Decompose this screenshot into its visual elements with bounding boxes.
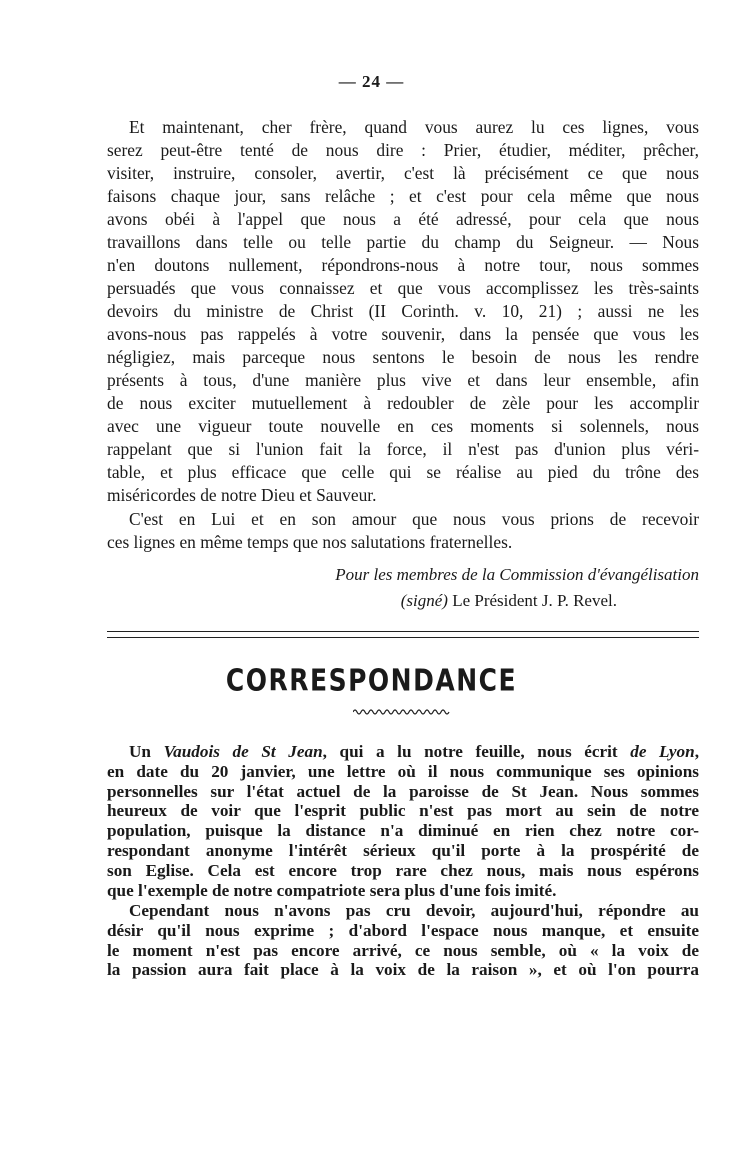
section-divider-bottom (107, 637, 699, 638)
text-line: table, et plus efficace que celle qui se réalise au pied du trône des (107, 462, 699, 482)
text-line: respondant anonyme l'intérêt sérieux qu'il porte à la prospérité de (107, 840, 699, 860)
signature-line-1: Pour les membres de la Commission d'évangélisation (335, 565, 699, 584)
text-line: Un Vaudois de St Jean, qui a lu notre feuille, nous écrit de Lyon, (129, 742, 699, 761)
text-line: rappelant que si l'union fait la force, il n'est pas d'union plus véri- (107, 439, 699, 459)
text-line: travaillons dans telle ou telle partie du champ du Seigneur. — Nous (107, 232, 699, 252)
text-line: avons obéi à l'appel que nous a été adressé, pour cela que nous (107, 209, 699, 229)
letter-paragraph-2 (107, 508, 699, 554)
text-line: faisons chaque jour, sans relâche ; et c'est pour cela même que nous (107, 186, 699, 206)
text-line: que l'exemple de notre compatriote sera plus d'une fois imité. (107, 880, 557, 900)
text-line: avons-nous pas rappelés à votre souvenir, dans la pensée que vous les (107, 324, 699, 344)
page-number: — 24 — (338, 72, 405, 91)
text-line: le moment n'est pas encore arrivé, ce nous semble, où « la voix de (107, 940, 699, 960)
text-line: de nous exciter mutuellement à redoubler de zèle pour les accomplir (107, 393, 699, 413)
letter-paragraph-1 (107, 116, 699, 507)
text-line: serez peut-être tenté de nous dire : Prier, étudier, méditer, prêcher, (107, 140, 699, 160)
text-line: persuadés que vous connaissez et que vous accomplissez les très-saints (107, 278, 699, 298)
text-line: son Eglise. Cela est encore trop rare chez nous, mais nous espérons (107, 860, 699, 880)
text-line: négligiez, mais parceque nous sentons le besoin de nous les rendre (107, 347, 699, 367)
signature-line-2 (401, 591, 617, 611)
text-line: C'est en Lui et en son amour que nous vous prions de recevoir (129, 509, 699, 529)
text-line: heureux de voir que l'esprit public n'est pas mort au sein de notre (107, 801, 699, 821)
text-line: miséricordes de notre Dieu et Sauveur. (107, 485, 377, 505)
text-line: présents à tous, d'une manière plus vive et dans leur ensemble, afin (107, 370, 699, 390)
text-line: ces lignes en même temps que nos salutations fraternelles. (107, 532, 513, 552)
text-line: personnelles sur l'état actuel de la paroisse de St Jean. Nous sommes (107, 781, 699, 801)
text-line: devoirs du ministre de Christ (II Corinth. v. 10, 21) ; aussi ne les (107, 301, 699, 321)
text-line: en date du 20 janvier, une lettre où il nous communique ses opinions (107, 761, 699, 781)
correspondence-paragraph-2 (107, 901, 699, 980)
text-line: avec une vigueur toute nouvelle en ces moments si solennels, nous (107, 416, 699, 436)
text-line: Cependant nous n'avons pas cru devoir, aujourd'hui, répondre au (129, 901, 699, 920)
correspondence-paragraph-1 (107, 742, 699, 900)
ornament-squiggle (353, 708, 451, 716)
signature-signed: (signé) (400, 591, 448, 610)
text-line: population, puisque la distance n'a diminué en rien chez notre cor- (107, 821, 699, 841)
text-line: la passion aura fait place à la voix de la raison », et où l'on pourra (107, 960, 699, 980)
text-line: désir qu'il nous exprime ; d'abord l'espace nous manque, et ensuite (107, 920, 699, 940)
text-line: n'en doutons nullement, répondrons-nous à notre tour, nous sommes (107, 255, 699, 275)
section-heading: CORRESPONDANCE (225, 663, 518, 698)
text-line: Et maintenant, cher frère, quand vous aurez lu ces lignes, vous (129, 117, 699, 137)
text-line: visiter, instruire, consoler, avertir, c'est là précisément ce que nous (107, 163, 699, 183)
signature-president: Le Président J. P. Revel. (452, 591, 617, 610)
section-divider-top (107, 631, 699, 632)
